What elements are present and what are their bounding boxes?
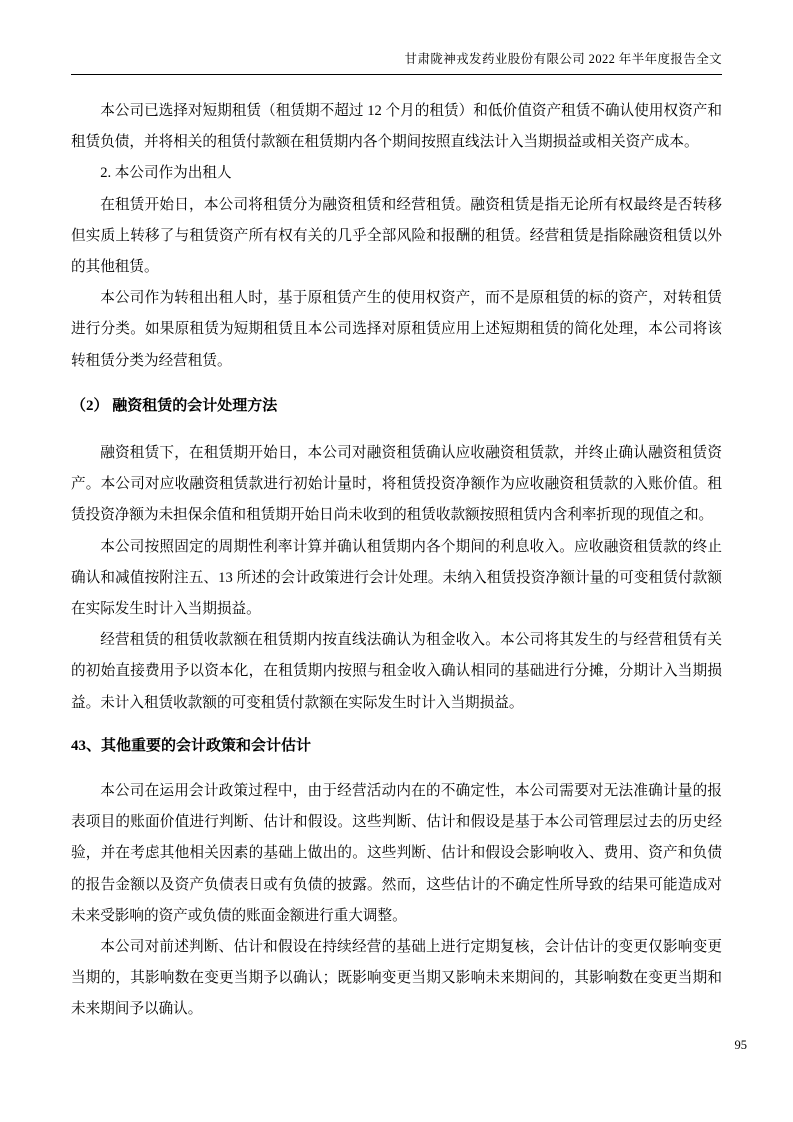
paragraph-lease-classification: 在租赁开始日，本公司将租赁分为融资租赁和经营租赁。融资租赁是指无论所有权最终是否转移但实质上转移了与租赁资产所有权有关的几乎全部风险和报酬的租赁。经营租赁是指除融资租赁以外的其他租赁。 <box>71 196 722 276</box>
section-heading-finance-lease: （2） 融资租赁的会计处理方法 <box>71 397 278 414</box>
section-heading-other-policies: 43、其他重要的会计政策和会计估计 <box>71 737 312 754</box>
paragraph-estimates-judgement: 本公司在运用会计政策过程中，由于经营活动内在的不确定性，本公司需要对无法准确计量的报表项目的账面价值进行判断、估计和假设。这些判断、估计和假设是基于本公司管理层过去的历史经验，并在考虑其他相关因素的基础上做出的。这些判断、估计和假设会影响收入、费用、资产和负债的报告金额以及资产负债表日或有负债的披露。然而，这些估计的不确定性所导致的结果可能造成对未来受影响的资产或负债的账面金额进行重大调整。 <box>71 783 722 924</box>
paragraph-interest-income: 本公司按照固定的周期性利率计算并确认租赁期内各个期间的利息收入。应收融资租赁款的终止确认和减值按附注五、13 所述的会计政策进行会计处理。未纳入租赁投资净额计量的可变租赁付款额在实际发生时计入当期损益。 <box>71 538 722 618</box>
list-item-lessor: 2. 本公司作为出租人 <box>100 165 232 182</box>
header-divider <box>71 74 722 75</box>
report-title: 甘肃陇神戎发药业股份有限公司 2022 年半年度报告全文 <box>404 52 722 66</box>
page-number: 95 <box>734 1038 747 1052</box>
content-column <box>71 0 722 1026</box>
paragraph-short-term-lease: 本公司已选择对短期租赁（租赁期不超过 12 个月的租赁）和低价值资产租赁不确认使用权资产和租赁负债，并将相关的租赁付款额在租赁期内各个期间按照直线法计入当期损益或相关资产成本。 <box>71 103 722 151</box>
page-header <box>71 0 722 67</box>
paragraph-finance-lease-recognition: 融资租赁下，在租赁期开始日，本公司对融资租赁确认应收融资租赁款，并终止确认融资租赁资产。本公司对应收融资租赁款进行初始计量时，将租赁投资净额作为应收融资租赁款的入账价值。租赁投资净额为未担保余值和租赁期开始日尚未收到的租赁收款额按照租赁内含利率折现的现值之和。 <box>71 445 722 524</box>
paragraph-estimates-review: 本公司对前述判断、估计和假设在持续经营的基础上进行定期复核，会计估计的变更仅影响变更当期的，其影响数在变更当期予以确认；既影响变更当期又影响未来期间的，其影响数在变更当期和未来期间予以确认。 <box>71 939 722 1018</box>
document-body <box>71 96 722 1026</box>
paragraph-operating-lease-income: 经营租赁的租赁收款额在租赁期内按直线法确认为租金收入。本公司将其发生的与经营租赁有关的初始直接费用予以资本化，在租赁期内按照与租金收入确认相同的基础进行分摊，分期计入当期损益。未计入租赁收款额的可变租赁付款额在实际发生时计入当期损益。 <box>71 632 722 711</box>
paragraph-sublease: 本公司作为转租出租人时，基于原租赁产生的使用权资产，而不是原租赁的标的资产，对转租赁进行分类。如果原租赁为短期租赁且本公司选择对原租赁应用上述短期租赁的简化处理，本公司将该转租赁分类为经营租赁。 <box>71 290 722 369</box>
